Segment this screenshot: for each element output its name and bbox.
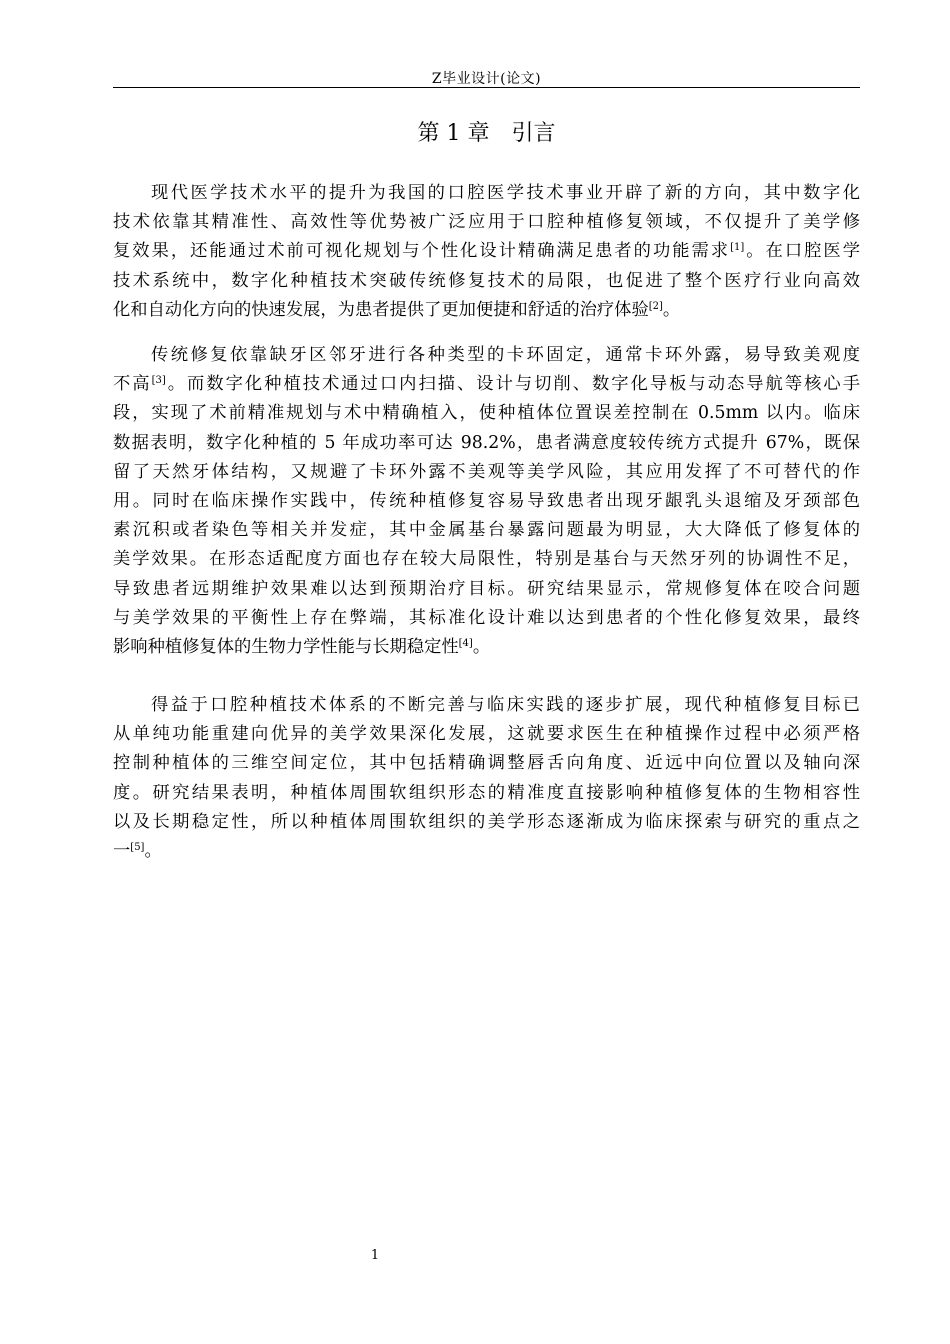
text-line: [113, 837, 860, 866]
line-text: 。: [662, 299, 681, 320]
text-line: [113, 370, 860, 399]
paragraph-3: [113, 691, 860, 866]
line-text: 数据表明，数字化种植的 5 年成功率可达 98.2%，患者满意度较传统方式提升 67%，既保: [113, 432, 860, 453]
line-text: 从单纯功能重建向优异的美学效果深化发展，这就要求医生在种植操作过程中必须严格: [113, 724, 860, 745]
line-text: 。在口腔医学: [744, 241, 860, 262]
text-line: [113, 779, 860, 808]
line-text: 素沉积或者染色等相关并发症，其中金属基台暴露问题最为明显，大大降低了修复体的: [113, 520, 860, 541]
line-text: 控制种植体的三维空间定位，其中包括精确调整唇舌向角度、近远中向位置以及轴向深: [113, 753, 860, 774]
text-line: [113, 633, 860, 662]
line-text: 与美学效果的平衡性上存在弊端，其标准化设计难以达到患者的个性化修复效果，最终: [113, 607, 860, 628]
citation-ref: [5]: [130, 841, 145, 853]
line-text: 留了天然牙体结构，又规避了卡环外露不美观等美学风险，其应用发挥了不可替代的作: [113, 461, 860, 482]
citation-ref: [4]: [458, 637, 473, 649]
text-line: [113, 575, 860, 604]
text-line: [113, 691, 860, 720]
citation-ref: [1]: [730, 242, 745, 254]
line-text: 化和自动化方向的快速发展，为患者提供了更加便捷和舒适的治疗体验: [113, 299, 649, 320]
line-text: 一: [113, 840, 131, 861]
text-line: [113, 179, 860, 208]
text-line: [113, 487, 860, 516]
text-line: [113, 267, 860, 296]
chapter-title: 第 1 章 引言: [417, 121, 556, 146]
line-text: 技术系统中，数字化种植技术突破传统修复技术的局限，也促进了整个医疗行业向高效: [113, 270, 860, 291]
line-text: 传统修复依靠缺牙区邻牙进行各种类型的卡环固定，通常卡环外露，易导致美观度: [151, 345, 860, 365]
line-text: 美学效果。在形态适配度方面也存在较大局限性，特别是基台与天然牙列的协调性不足，: [113, 549, 860, 570]
line-text: 复效果，还能通过术前可视化规划与个性化设计精确满足患者的功能需求: [113, 241, 731, 262]
line-text: 段，实现了术前精准规划与术中精确植入，使种植体位置误差控制在 0.5mm 以内。临床: [113, 403, 860, 424]
text-line: [113, 720, 860, 749]
citation-ref: [2]: [648, 300, 663, 312]
text-line: [113, 208, 860, 237]
line-text: 以及长期稳定性，所以种植体周围软组织的美学形态逐渐成为临床探索与研究的重点之: [113, 811, 860, 832]
text-line: [113, 516, 860, 545]
text-line: [113, 237, 860, 266]
text-line: [113, 604, 860, 633]
line-text: 。而数字化种植技术通过口内扫描、设计与切削、数字化导板与动态导航等核心手: [165, 374, 860, 395]
line-text: 技术依靠其精准性、高效性等优势被广泛应用于口腔种植修复领域，不仅提升了美学修: [113, 212, 860, 233]
paragraph-2: [113, 341, 860, 662]
line-text: 影响种植修复体的生物力学性能与长期稳定性: [113, 636, 459, 657]
page-number: 1: [370, 1248, 380, 1263]
header-divider: [113, 87, 860, 88]
text-line: [113, 458, 860, 487]
text-line: [113, 545, 860, 574]
line-text: 度。研究结果表明，种植体周围软组织形态的精准度直接影响种植修复体的生物相容性: [113, 782, 860, 803]
line-text: 用。同时在临床操作实践中，传统种植修复容易导致患者出现牙龈乳头退缩及牙颈部色: [113, 490, 860, 511]
text-line: [113, 429, 860, 458]
text-line: [113, 296, 860, 325]
citation-ref: [3]: [151, 375, 166, 387]
running-header: Z毕业设计(论文): [431, 71, 542, 87]
line-text: 现代医学技术水平的提升为我国的口腔医学技术事业开辟了新的方向，其中数字化: [151, 183, 860, 203]
text-line: [113, 341, 860, 370]
text-line: [113, 399, 860, 428]
line-text: 。: [472, 636, 491, 657]
paragraph-1: [113, 179, 860, 325]
line-text: 不高: [113, 374, 152, 395]
line-text: 。: [144, 840, 162, 861]
line-text: 导致患者远期维护效果难以达到预期治疗目标。研究结果显示，常规修复体在咬合问题: [113, 578, 860, 599]
text-line: [113, 749, 860, 778]
line-text: 得益于口腔种植技术体系的不断完善与临床实践的逐步扩展，现代种植修复目标已: [151, 695, 860, 715]
text-line: [113, 808, 860, 837]
